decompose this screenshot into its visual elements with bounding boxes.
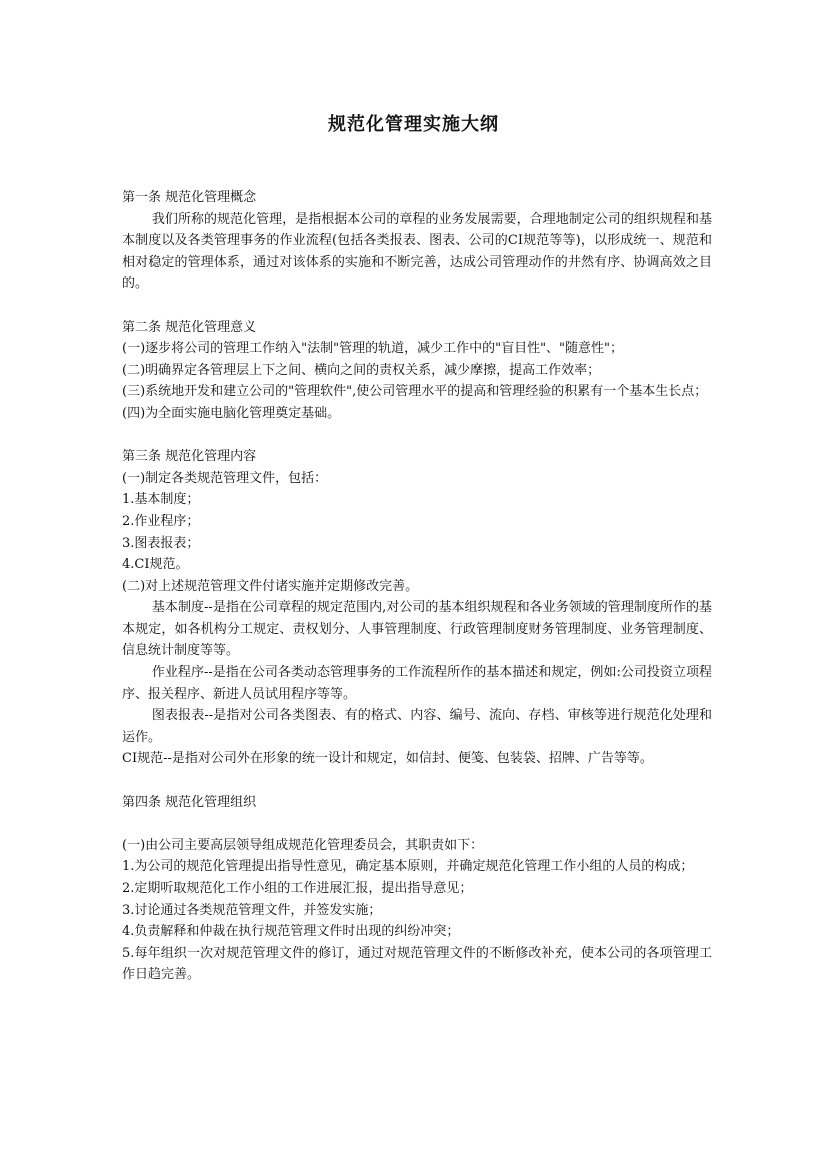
spacer (122, 813, 712, 835)
section-4-item: 4.负责解释和仲裁在执行规范管理文件时出现的纠纷冲突； (122, 924, 460, 940)
section-2-item: (二)明确界定各管理层上下之间、横向之间的责权关系，减少摩擦，提高工作效率； (122, 362, 601, 378)
section-3-list-item: 1.基本制度； (122, 492, 200, 508)
section-3-paragraph-ci: CI规范--是指对公司外在形象的统一设计和规定，如信封、便笺、包装袋、招牌、广告等等。 (122, 751, 653, 767)
section-4-heading: 第四条 规范化管理组织 (122, 794, 257, 810)
section-4-item: 3.讨论通过各类规范管理文件，并签发实施； (122, 902, 382, 918)
section-1-heading: 第一条 规范化管理概念 (122, 190, 257, 205)
section-3-paragraph-procedure: 作业程序--是指在公司各类动态管理事务的工作流程所作的基本描述和规定，例如:公司投资立项程序、报关程序、新进人员试用程序等等。 (122, 665, 712, 702)
section-4-subitem-a: (一)由公司主要高层领导组成规范化管理委员会，其职责如下： (122, 837, 484, 853)
section-4-item: 2.定期听取规范化工作小组的工作进展汇报，提出指导意见； (122, 881, 473, 896)
section-3-paragraph-basic-system: 基本制度--是指在公司章程的规定范围内,对公司的基本组织规程和各业务领域的管理制度所作的基本规定，如各机构分工规定、责权划分、人事管理制度、行政管理制度财务管理制度、业务管理制度、信息统计制度等等。 (122, 600, 712, 659)
section-2-item: (三)系统地开发和建立公司的"管理软件",使公司管理水平的提高和管理经验的积累有一个基本生长点； (122, 384, 708, 400)
spacer (122, 770, 712, 792)
section-3-paragraph-charts: 图表报表--是指对公司各类图表、有的格式、内容、编号、流向、存档、审核等进行规范化处理和运作。 (122, 708, 712, 745)
section-2-item: (一)逐步将公司的管理工作纳入"法制"管理的轨道，减少工作中的"盲目性"、"随意性"； (122, 341, 624, 357)
document-body (122, 187, 712, 986)
section-3-list-item: 4.CI规范。 (122, 557, 189, 573)
section-3-list-item: 2.作业程序； (122, 513, 200, 529)
section-3-list-item: 3.图表报表； (122, 535, 200, 551)
section-2-item: (四)为全面实施电脑化管理奠定基础。 (122, 405, 341, 421)
section-4-item: 1.为公司的规范化管理提出指导性意见，确定基本原则，并确定规范化管理工作小组的人员的构成； (122, 859, 694, 875)
section-2-heading: 第二条 规范化管理意义 (122, 319, 257, 335)
section-4-item: 5.每年组织一次对规范管理文件的修订，通过对规范管理文件的不断修改补充，使本公司的各项管理工作日趋完善。 (122, 945, 712, 983)
section-3-subitem-b: (二)对上述规范管理文件付诸实施并定期修改完善。 (122, 578, 419, 594)
section-1-paragraph: 我们所称的规范化管理，是指根据本公司的章程的业务发展需要，合理地制定公司的组织规程和基本制度以及各类管理事务的作业流程(包括各类报表、图表、公司的CI规范等等)，以形成统一、规范和相对稳定的管理体系，通过对该体系的实施和不断完善，达成公司管理动作的井然有序、协调高效之目的。 (122, 211, 712, 292)
spacer (122, 425, 712, 447)
spacer (122, 295, 712, 317)
section-3-subitem-a: (一)制定各类规范管理文件，包括： (122, 470, 328, 486)
section-3-heading: 第三条 规范化管理内容 (122, 449, 257, 465)
document-title: 规范化管理实施大纲 (328, 114, 499, 135)
